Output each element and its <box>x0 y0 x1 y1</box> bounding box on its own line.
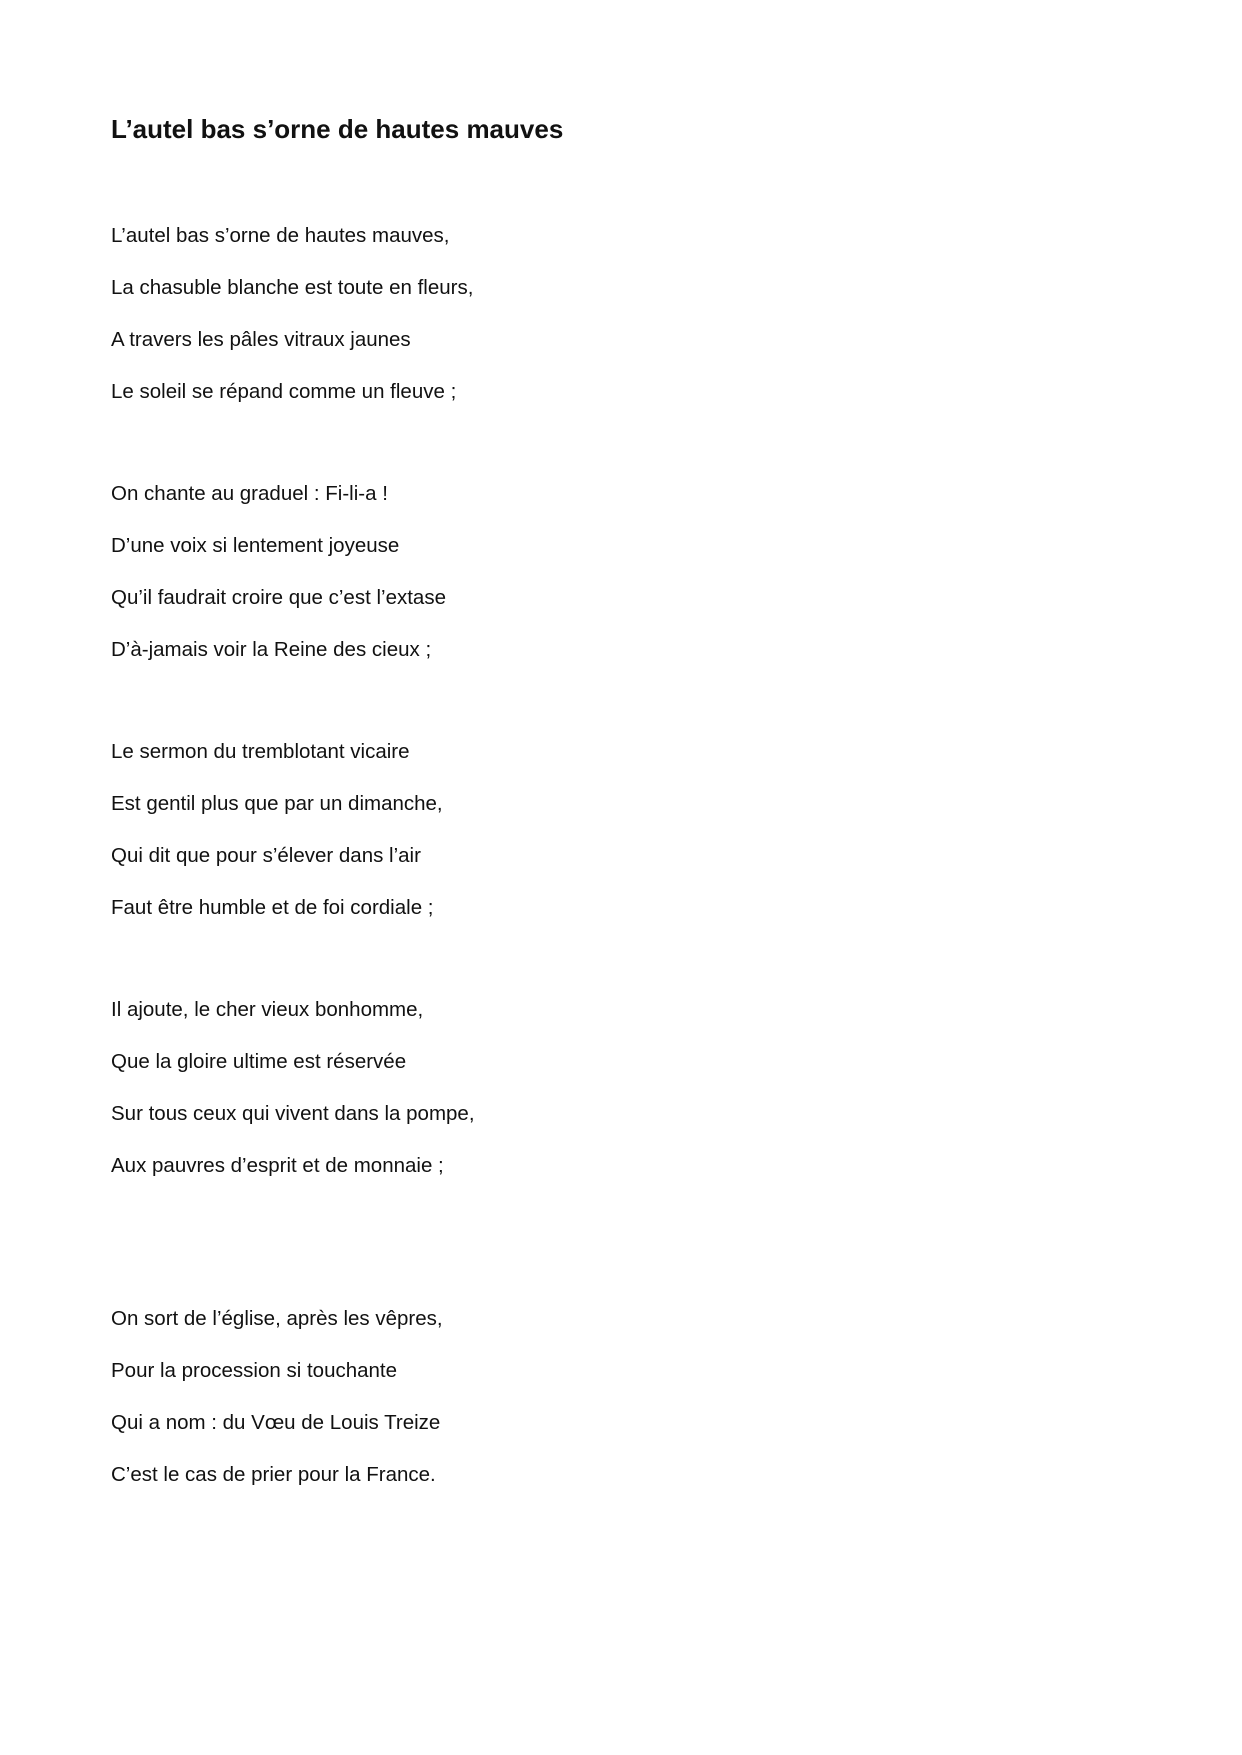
page-title: L’autel bas s’orne de hautes mauves <box>111 114 564 144</box>
poem-line: Le soleil se répand comme un fleuve ; <box>111 380 457 403</box>
poem-line: Qui a nom : du Vœu de Louis Treize <box>111 1411 441 1434</box>
poem-line: Le sermon du tremblotant vicaire <box>111 740 410 763</box>
poem-line: Faut être humble et de foi cordiale ; <box>111 896 434 919</box>
poem-line: Il ajoute, le cher vieux bonhomme, <box>111 998 424 1021</box>
poem-line: Qui dit que pour s’élever dans l’air <box>111 844 421 867</box>
poem-line: On sort de l’église, après les vêpres, <box>111 1307 443 1330</box>
poem-line: Est gentil plus que par un dimanche, <box>111 792 443 815</box>
poem-line: Que la gloire ultime est réservée <box>111 1050 407 1073</box>
poem-line: Qu’il faudrait croire que c’est l’extase <box>111 586 446 609</box>
poem-line: A travers les pâles vitraux jaunes <box>111 328 411 351</box>
poem-line: D’une voix si lentement joyeuse <box>111 534 400 557</box>
poem-line: On chante au graduel : Fi-li-a ! <box>111 482 388 505</box>
poem-line: L’autel bas s’orne de hautes mauves, <box>111 224 450 247</box>
poem-line: La chasuble blanche est toute en fleurs, <box>111 276 474 299</box>
poem-line: Pour la procession si touchante <box>111 1359 398 1382</box>
poem-line: Aux pauvres d’esprit et de monnaie ; <box>111 1154 444 1177</box>
poem-line: D’à-jamais voir la Reine des cieux ; <box>111 638 432 661</box>
poem-line: C’est le cas de prier pour la France. <box>111 1463 436 1486</box>
poem-line: Sur tous ceux qui vivent dans la pompe, <box>111 1102 475 1125</box>
